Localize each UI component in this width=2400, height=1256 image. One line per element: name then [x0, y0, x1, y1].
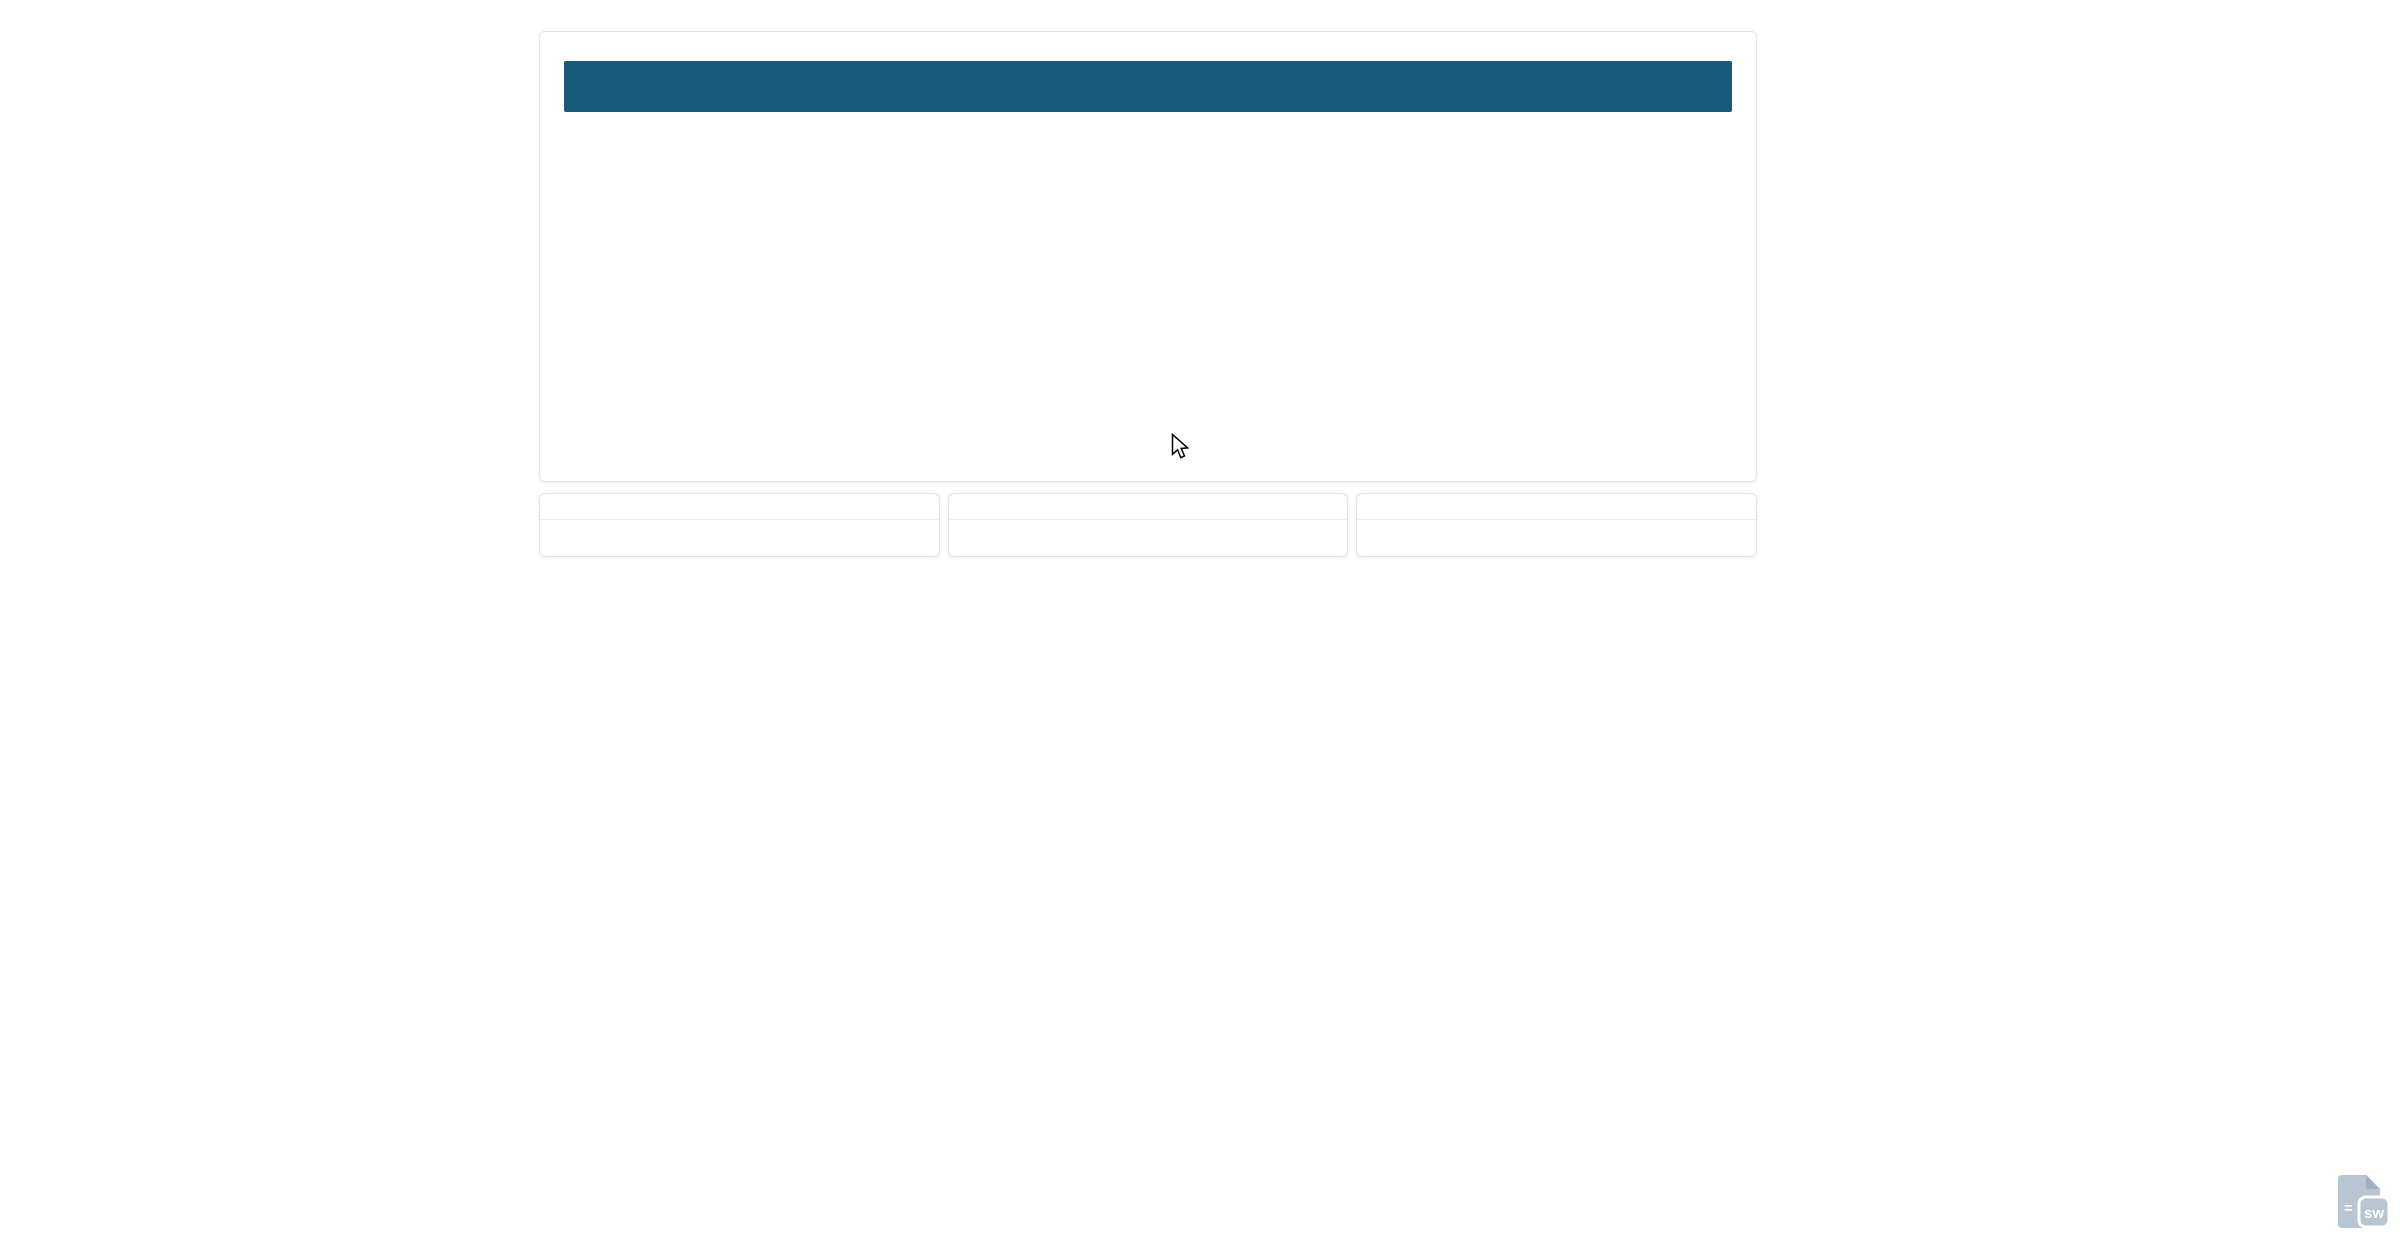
page-title	[540, 32, 1756, 56]
powered-by-block	[2252, 1168, 2392, 1236]
payment-info-banner	[564, 61, 1732, 112]
chart-legend	[540, 122, 1756, 142]
monthly-breakdown-card	[1356, 493, 1757, 557]
loan-summary-card-header	[949, 494, 1348, 520]
mortgage-calculator-app	[539, 31, 1757, 557]
mortgage-amortization-chart	[540, 154, 1758, 426]
loan-summary-card	[948, 493, 1349, 557]
inputs-card	[539, 493, 940, 557]
chart-card	[539, 31, 1757, 482]
spreadsheet-logo-icon	[2252, 1173, 2392, 1236]
inputs-card-header	[540, 494, 939, 520]
svg-text:sw: sw	[2363, 1205, 2385, 1222]
cards-row	[539, 493, 1757, 557]
monthly-breakdown-card-header	[1357, 494, 1756, 520]
svg-text:=: =	[2344, 1200, 2353, 1217]
